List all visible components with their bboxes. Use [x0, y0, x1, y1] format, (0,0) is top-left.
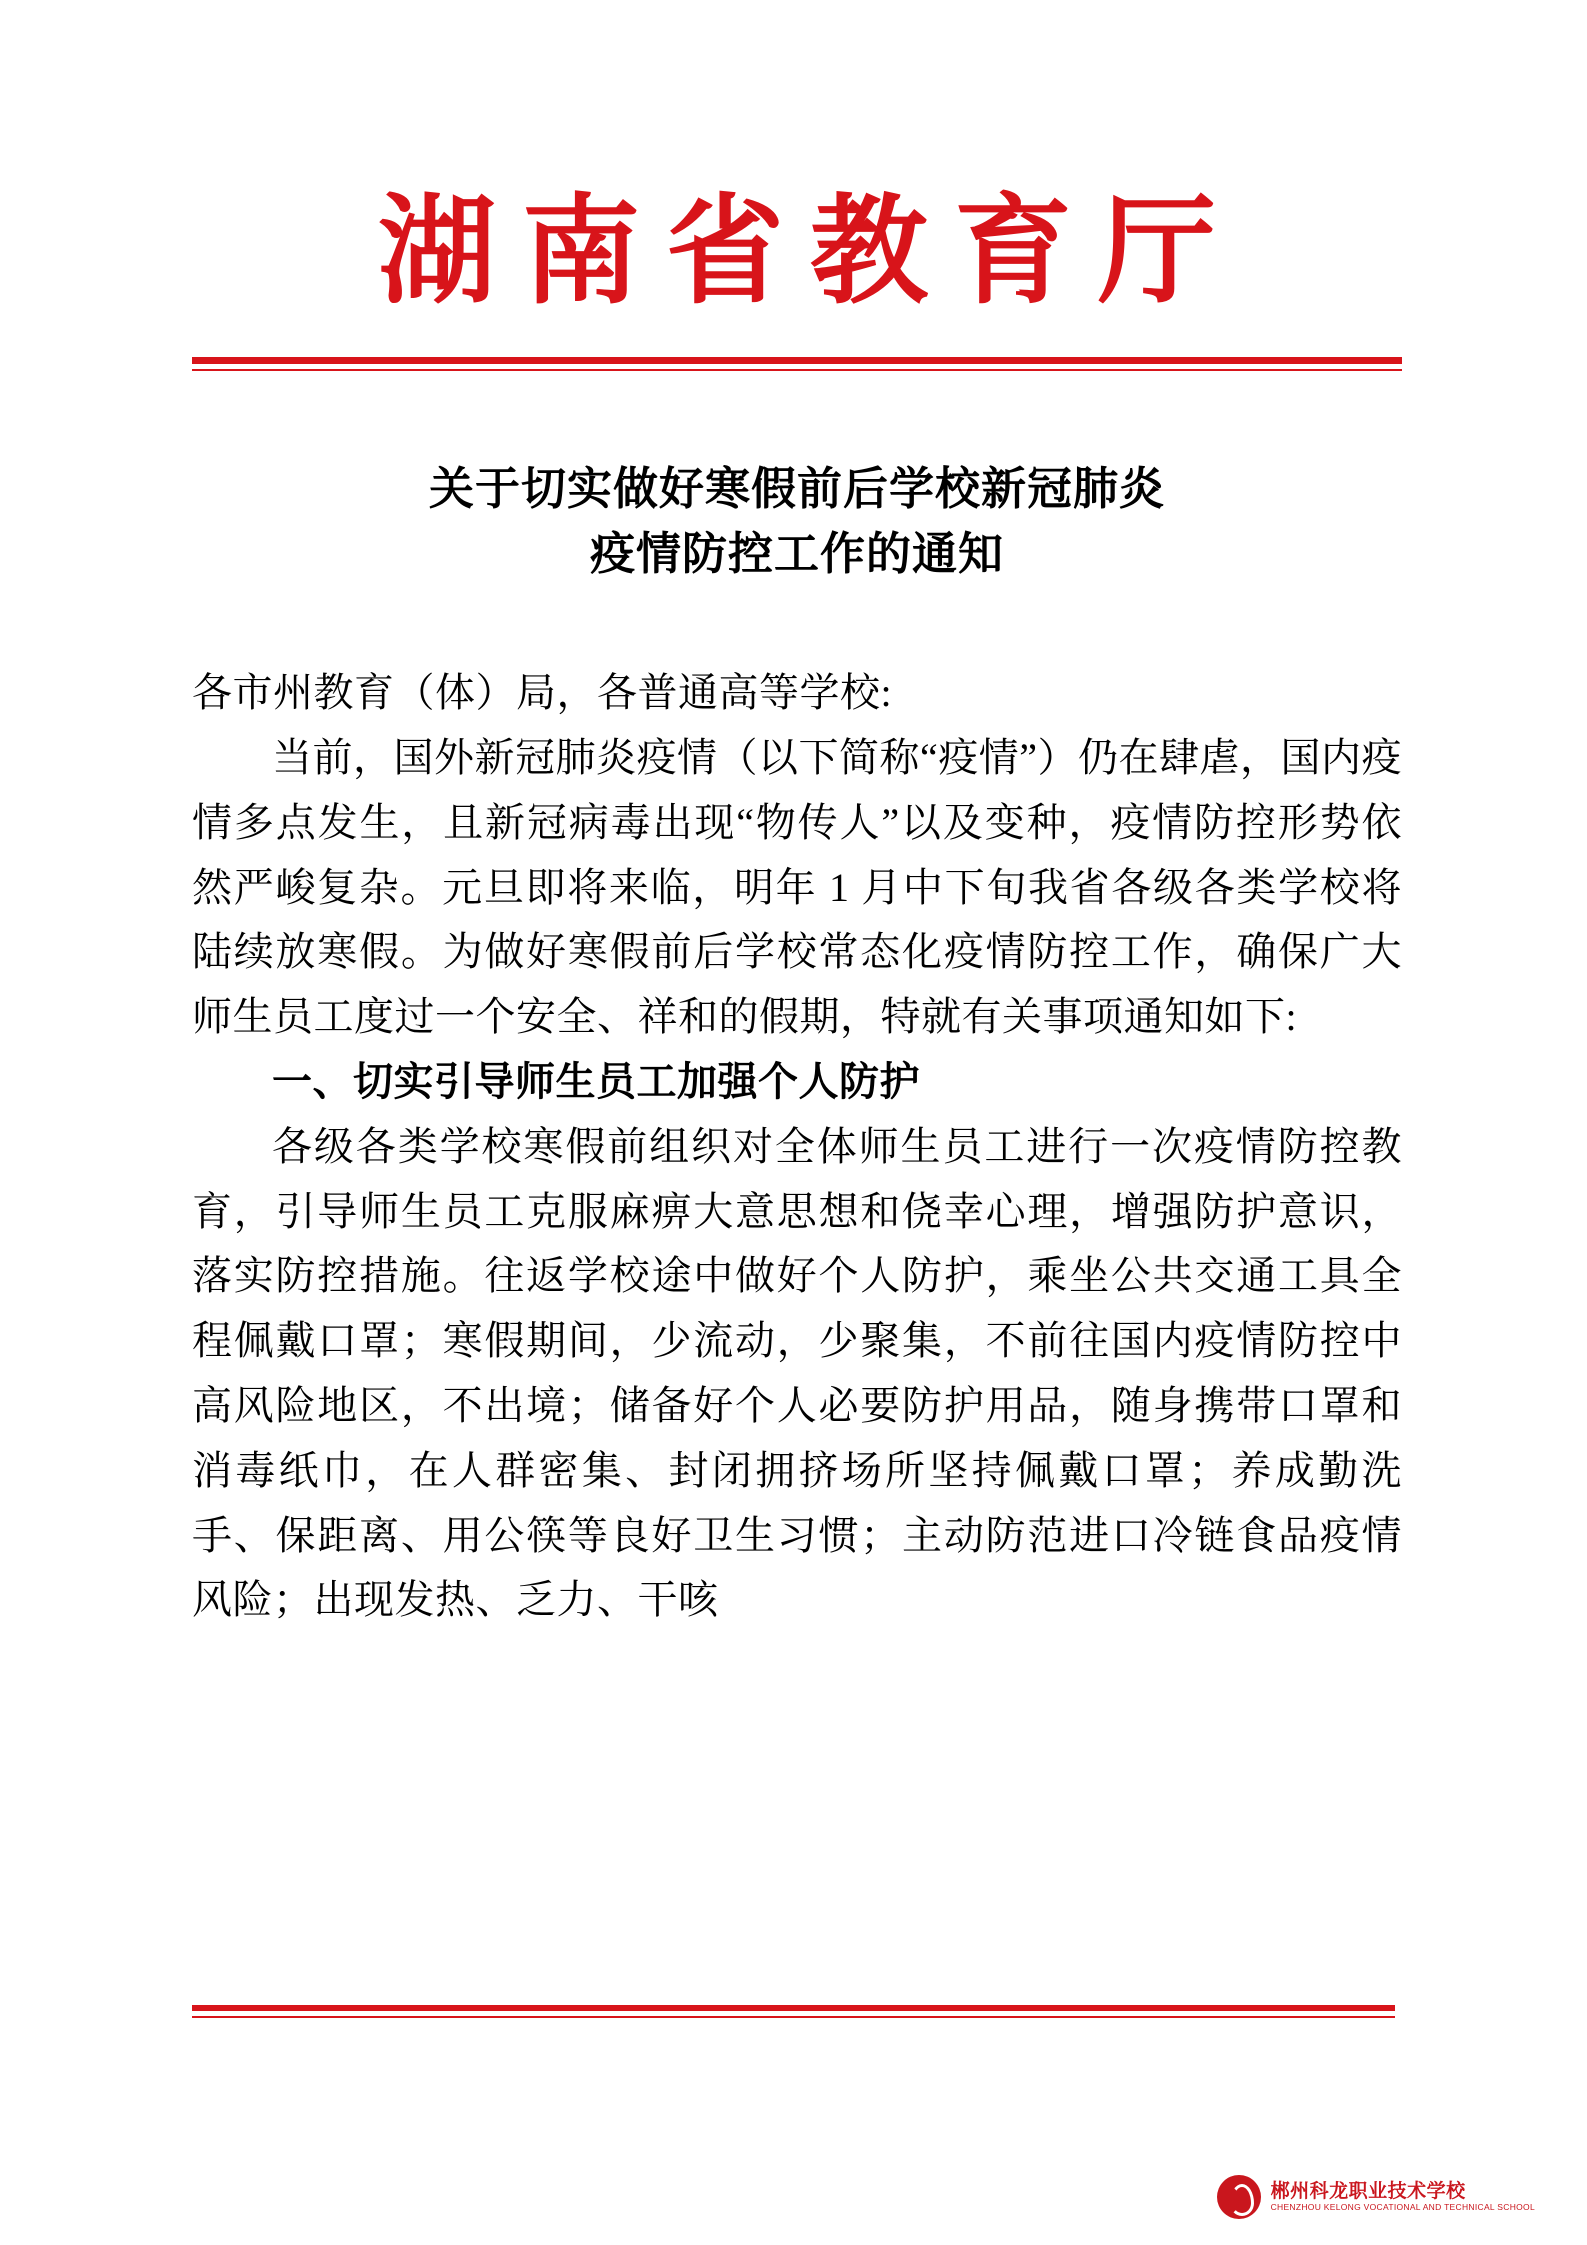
footer-rule-thick: [192, 2005, 1395, 2011]
section-heading-1: 一、切实引导师生员工加强个人防护: [272, 1058, 920, 1104]
school-name-cn: 郴州科龙职业技术学校: [1270, 2181, 1466, 2203]
section-1-paragraph: 各级各类学校寒假前组织对全体师生员工进行一次疫情防控教育，引导师生员工克服麻痹大意思想和侥幸心理，增强防护意识，落实防控措施。往返学校途中做好个人防护，乘坐公共交通工具全程佩戴口罩；寒假期间，少流动，少聚集，不前往国内疫情防控中高风险地区，不出境；储备好个人必要防护用品，随身携带口罩和消毒纸巾，在人群密集、封闭拥挤场所坚持佩戴口罩；养成勤洗手、保距离、用公筷等良好卫生习惯；主动防范进口冷链食品疫情风险；出现发热、乏力、干咳: [192, 1123, 1402, 1623]
school-logo: [1217, 2175, 1535, 2219]
masthead: [192, 185, 1402, 371]
page-title: [192, 457, 1402, 588]
masthead-rule-thin: [192, 369, 1402, 371]
school-emblem-icon: [1217, 2175, 1261, 2219]
addressee-line: 各市州教育（体）局，各普通高等学校:: [192, 670, 893, 716]
page-title-line-2: 疫情防控工作的通知: [589, 528, 1004, 579]
school-name-en: CHENZHOU KELONG VOCATIONAL AND TECHNICAL SCHOOL: [1270, 2202, 1535, 2213]
masthead-rule-thick: [192, 357, 1402, 364]
footer-rule-thin: [192, 2016, 1395, 2018]
page-title-line-1: 关于切实做好寒假前后学校新冠肺炎: [428, 463, 1165, 514]
document-content: [192, 0, 1402, 2245]
school-logo-text: [1271, 2181, 1535, 2213]
issuing-organization: 湖南省教育厅: [377, 187, 1242, 318]
document-body: [192, 661, 1402, 1633]
body-paragraph-1: 当前，国外新冠肺炎疫情（以下简称“疫情”）仍在肆虐，国内疫情多点发生，且新冠病毒出现“物传人”以及变种，疫情防控形势依然严峻复杂。元旦即将来临，明年 1 月中下旬我省各级各类学校将陆续放寒假。为做好寒假前后学校常态化疫情防控工作，确保广大师生员工度过一个安全、祥和的假期，特就有关事项通知如下:: [192, 734, 1403, 1040]
